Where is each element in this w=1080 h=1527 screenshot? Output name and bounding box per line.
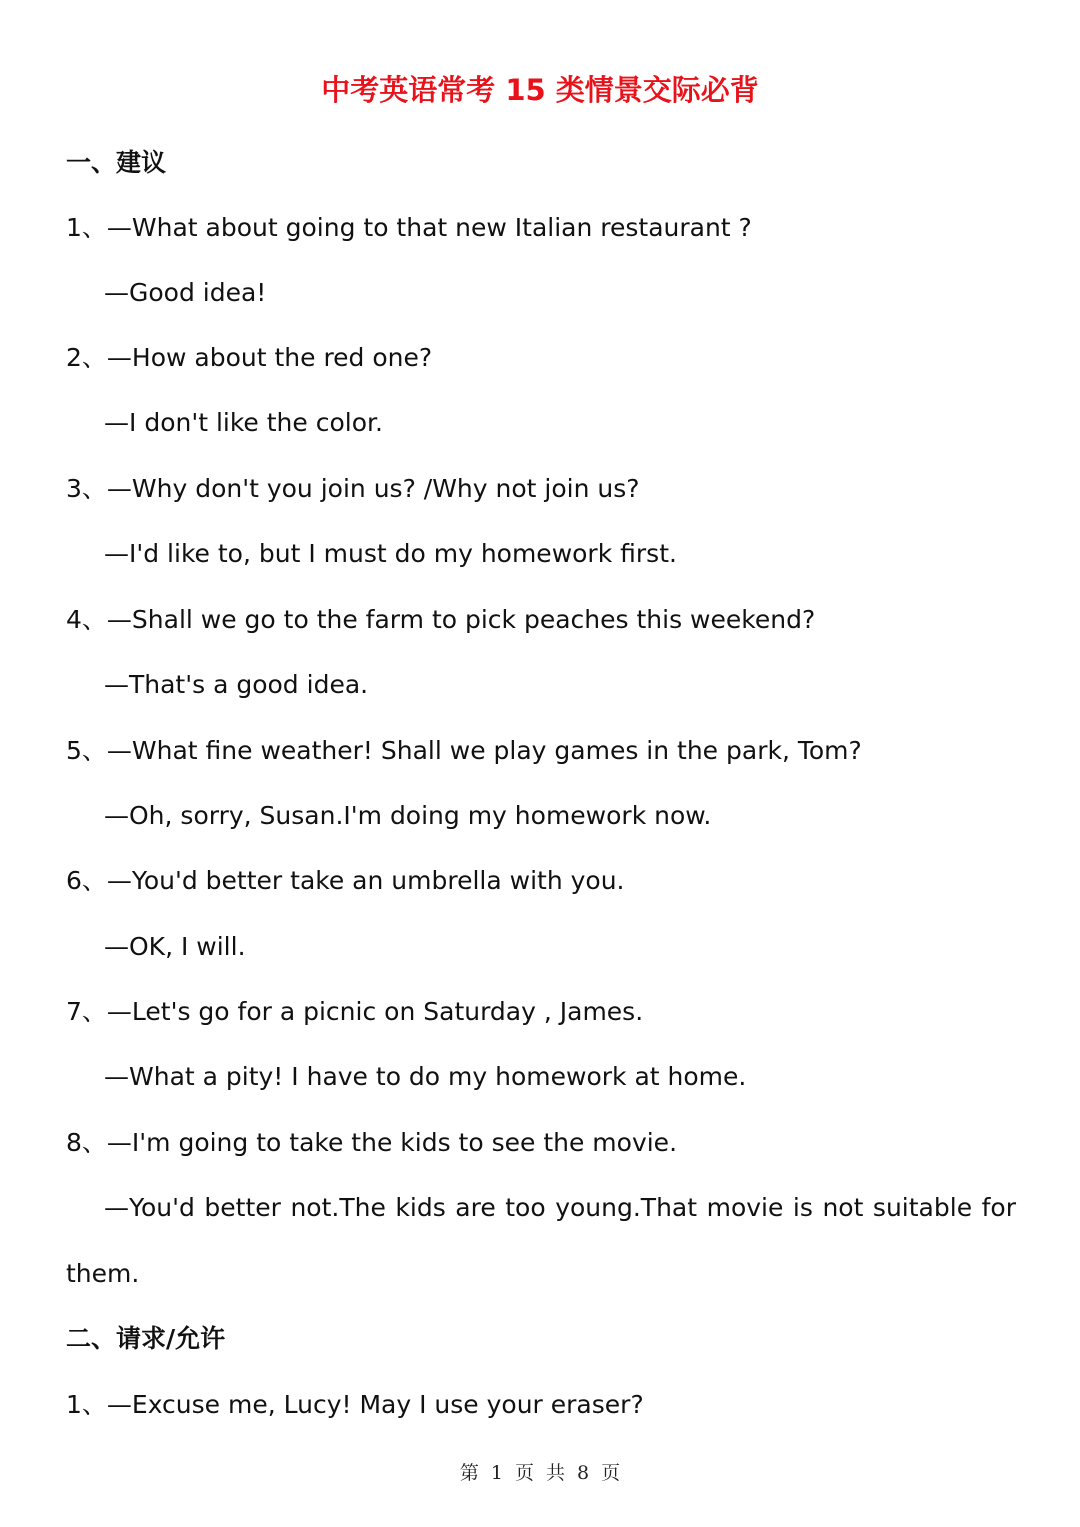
dialogue-question: 1、—Excuse me, Lucy! May I use your eraser? — [66, 1390, 644, 1419]
section-heading-suggestion: 一、建议 — [66, 148, 167, 177]
dialogue-answer: —Oh, sorry, Susan.I'm doing my homework now. — [104, 801, 712, 830]
dialogue-question: 2、—How about the red one? — [66, 343, 433, 372]
dialogue-question: 6、—You'd better take an umbrella with you. — [66, 866, 625, 895]
dialogue-answer: —I don't like the color. — [104, 408, 383, 437]
dialogue-answer-continuation: them. — [66, 1259, 140, 1288]
dialogue-answer: —What a pity! I have to do my homework at home. — [104, 1062, 747, 1091]
dialogue-answer: —You'd better not.The kids are too young.That movie is not suitable for — [104, 1193, 1016, 1222]
dialogue-question: 8、—I'm going to take the kids to see the movie. — [66, 1128, 678, 1157]
dialogue-question: 5、—What fine weather! Shall we play games in the park, Tom? — [66, 736, 862, 765]
dialogue-question: 3、—Why don't you join us? /Why not join us? — [66, 474, 640, 503]
dialogue-answer: —OK, I will. — [104, 932, 246, 961]
dialogue-question: 7、—Let's go for a picnic on Saturday , James. — [66, 997, 644, 1026]
dialogue-question: 4、—Shall we go to the farm to pick peaches this weekend? — [66, 605, 816, 634]
dialogue-question: 1、—What about going to that new Italian restaurant ? — [66, 213, 752, 242]
page-number-footer: 第 1 页 共 8 页 — [459, 1462, 621, 1484]
section-heading-request-permission: 二、请求/允许 — [66, 1324, 226, 1353]
dialogue-answer: —Good idea! — [104, 278, 267, 307]
dialogue-answer: —That's a good idea. — [104, 670, 369, 699]
dialogue-answer: —I'd like to, but I must do my homework first. — [104, 539, 677, 568]
document-title: 中考英语常考 15 类情景交际必背 — [321, 73, 759, 107]
